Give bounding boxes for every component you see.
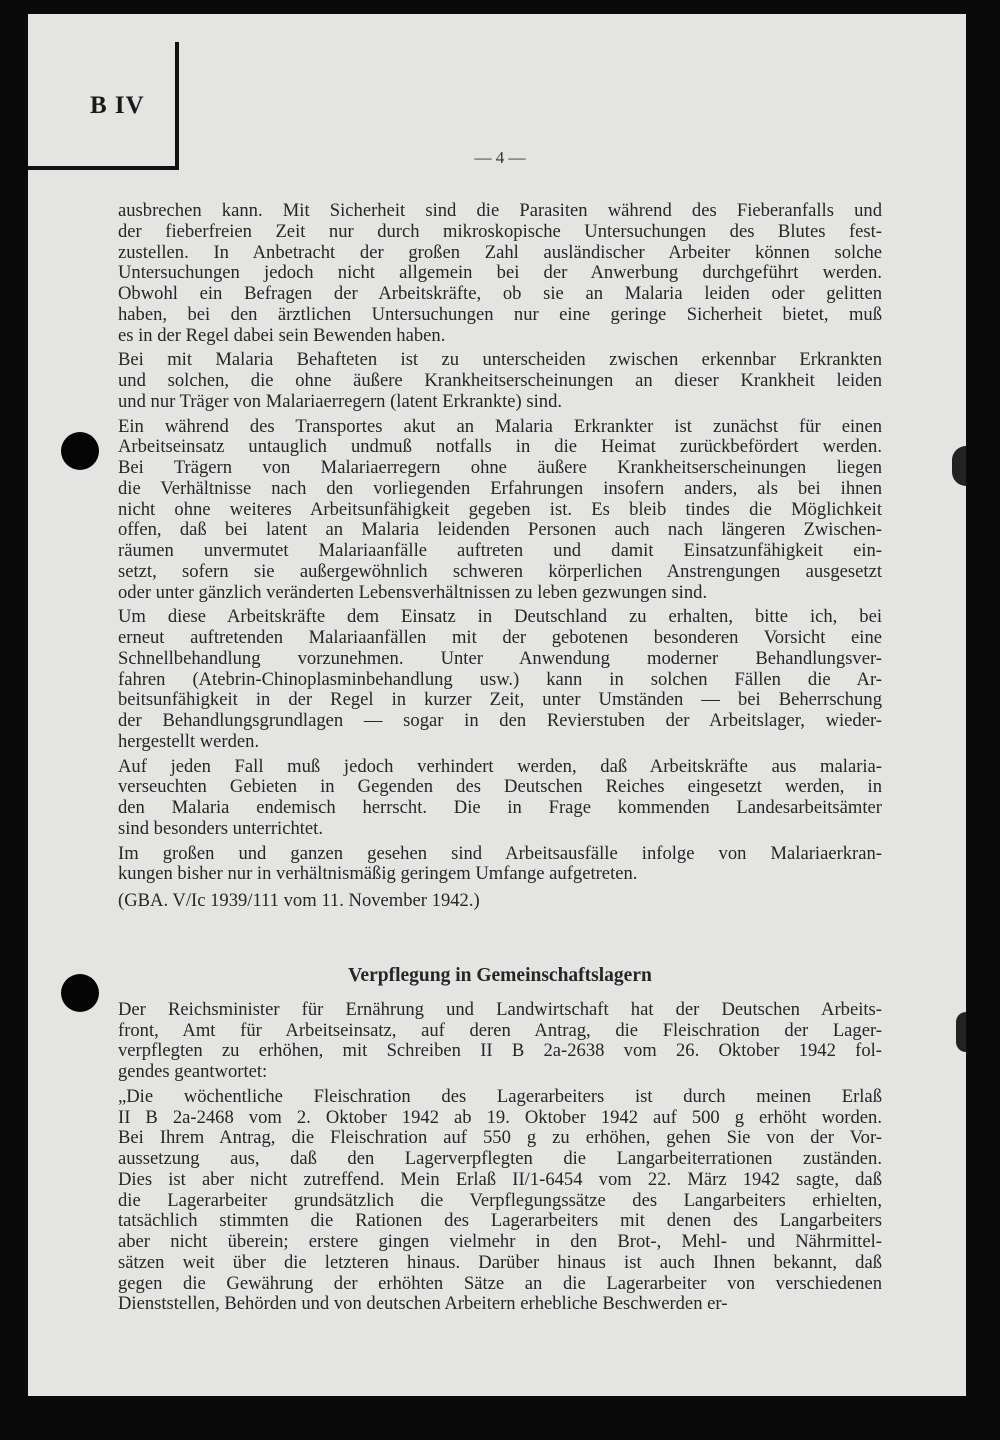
text-line: ausbrechen kann. Mit Sicherheit sind die Parasiten während des Fieberanfalls und <box>118 200 882 221</box>
text-line: „Die wöchentliche Fleischration des Lagerarbeiters ist durch meinen Erlaß <box>118 1085 882 1107</box>
body-text <box>118 201 882 1319</box>
text-line: nicht ohne weiteres Arbeitsunfähigkeit gegeben ist. Es bleib tindes die Möglichkeit <box>118 498 882 520</box>
text-line: hergestellt werden. <box>118 730 260 752</box>
text-line: front, Amt für Arbeitseinsatz, auf deren Antrag, die Fleischration der Lager- <box>118 1019 882 1041</box>
section-label: B IV <box>90 92 145 119</box>
punch-hole <box>61 432 99 470</box>
text-line: aber nicht überein; erstere gingen vielmehr in den Brot-, Mehl- und Nährmittel- <box>118 1231 882 1252</box>
paragraph <box>118 201 882 346</box>
text-line: gendes geantwortet: <box>118 1061 268 1082</box>
paragraph <box>118 1087 882 1315</box>
text-line: haben, bei den ärztlichen Untersuchungen nur eine geringe Sicherheit bietet, muß <box>118 303 882 325</box>
text-line: und solchen, die ohne äußere Krankheitserscheinungen an dieser Krankheit leiden <box>118 370 882 391</box>
text-line: tatsächlich stimmten die Rationen des Lagerarbeiters mit denen des Langarbeiters <box>118 1210 882 1232</box>
text-line: Ein während des Transportes akut an Malaria Erkrankter ist zunächst für einen <box>118 415 882 437</box>
text-line: verseuchten Gebieten in Gegenden des Deutschen Reiches eingesetzt werden, in <box>118 776 882 798</box>
text-line: Obwohl ein Befragen der Arbeitskräfte, ob sie an Malaria leiden oder gelitten <box>118 283 882 304</box>
text-line: Bei Trägern von Malariaerregern ohne äußere Krankheitserscheinungen liegen <box>118 457 882 478</box>
text-line: den Malaria endemisch herrscht. Die in Frage kommenden Landesarbeitsämter <box>118 797 882 818</box>
text-line: es in der Regel dabei sein Bewenden haben. <box>118 324 446 346</box>
text-line: Im großen und ganzen gesehen sind Arbeitsausfälle infolge von Malariaerkran- <box>118 842 882 864</box>
text-line: erneut auftretenden Malariaanfällen mit der gebotenen besonderen Vorsicht eine <box>118 627 882 648</box>
paragraph <box>118 350 882 412</box>
text-line: Um diese Arbeitskräfte dem Einsatz in Deutschland zu erhalten, bitte ich, bei <box>118 606 882 628</box>
text-line: Dienststellen, Behörden und von deutschen Arbeitern erhebliche Beschwerden er- <box>118 1293 728 1315</box>
text-line: kungen bisher nur in verhältnismäßig geringem Umfange aufgetreten. <box>118 863 638 885</box>
scan-shadow <box>952 446 966 486</box>
text-line: setzt, sofern sie außergewöhnlich schweren körperlichen Anstrengungen ausgesetzt <box>118 560 882 582</box>
paragraphs-before <box>118 201 882 885</box>
text-line: der Behandlungsgrundlagen — sogar in den Revierstuben der Arbeitslager, wieder- <box>118 710 882 731</box>
text-line: offen, daß bei latent an Malaria leidenden Personen auch nach längeren Zwischen- <box>118 519 882 541</box>
text-line: Der Reichsminister für Ernährung und Landwirtschaft hat der Deutschen Arbeits- <box>118 998 882 1020</box>
paragraph <box>118 1000 882 1083</box>
text-line: und nur Träger von Malariaerregern (latent Erkrankte) sind. <box>118 390 563 412</box>
paragraph <box>118 607 882 752</box>
text-line: sätzen weit über die letzteren hinaus. Darüber hinaus ist auch Ihnen bekannt, daß <box>118 1251 882 1273</box>
text-line: gegen die Gewährung der erhöhten Sätze an die Lagerarbeiter von verschiedenen <box>118 1272 882 1294</box>
text-line: II B 2a-2468 vom 2. Oktober 1942 ab 19. Oktober 1942 auf 500 g erhöht worden. <box>118 1106 882 1128</box>
text-line: Bei mit Malaria Behafteten ist zu unterscheiden zwischen erkennbar Erkrankten <box>118 349 882 371</box>
scan-shadow <box>956 1012 966 1052</box>
text-line: die Lagerarbeiter grundsätzlich die Verpflegungssätze des Langarbeiters erhielten, <box>118 1189 882 1211</box>
paragraphs-after <box>118 1000 882 1315</box>
text-line: Auf jeden Fall muß jedoch verhindert werden, daß Arbeitskräfte aus malaria- <box>118 755 882 777</box>
text-line: Untersuchungen jedoch nicht allgemein bei der Anwerbung durchgeführt werden. <box>118 262 882 284</box>
text-line: verpflegten zu erhöhen, mit Schreiben II B 2a-2638 vom 26. Oktober 1942 fol- <box>118 1040 882 1062</box>
text-line: aussetzung aus, daß den Lagerverpflegten die Langarbeiterrationen zuständen. <box>118 1148 882 1169</box>
text-line: beitsunfähigkeit in der Regel in kurzer Zeit, unter Umständen — bei Beherrschung <box>118 689 882 711</box>
paragraph <box>118 417 882 604</box>
punch-hole <box>61 974 99 1012</box>
text-line: räumen unvermutet Malariaanfälle auftreten und damit Einsatzunfähigkeit ein- <box>118 540 882 561</box>
text-line: Bei Ihrem Antrag, die Fleischration auf 550 g zu erhöhen, gehen Sie von der Vor- <box>118 1127 882 1149</box>
paragraph <box>118 757 882 840</box>
citation: (GBA. V/Ic 1939/111 vom 11. November 1942.) <box>118 890 480 911</box>
text-line: fahren (Atebrin-Chinoplasminbehandlung usw.) kann in solchen Fällen die Ar- <box>118 668 882 690</box>
section-heading: Verpflegung in Gemeinschaftslagern <box>348 964 652 986</box>
text-line: zustellen. In Anbetracht der großen Zahl ausländischer Arbeiter können solche <box>118 241 882 263</box>
paragraph <box>118 844 882 886</box>
text-line: Schnellbehandlung vorzunehmen. Unter Anwendung moderner Behandlungsver- <box>118 647 882 669</box>
text-line: der fieberfreien Zeit nur durch mikroskopische Untersuchungen des Blutes fest- <box>118 220 882 242</box>
text-line: Arbeitseinsatz untauglich undmuß notfalls in die Heimat zurückbefördert werden. <box>118 436 882 458</box>
page-number: — 4 — <box>474 148 526 167</box>
text-line: Dies ist aber nicht zutreffend. Mein Erlaß II/1-6454 vom 22. März 1942 sagte, daß <box>118 1168 882 1190</box>
text-line: die Verhältnisse nach den vorliegenden Erfahrungen insofern anders, als bei ihnen <box>118 477 882 499</box>
text-line: sind besonders unterrichtet. <box>118 817 323 839</box>
text-line: oder unter gänzlich veränderten Lebensverhältnissen zu leben gezwungen sind. <box>118 581 708 603</box>
